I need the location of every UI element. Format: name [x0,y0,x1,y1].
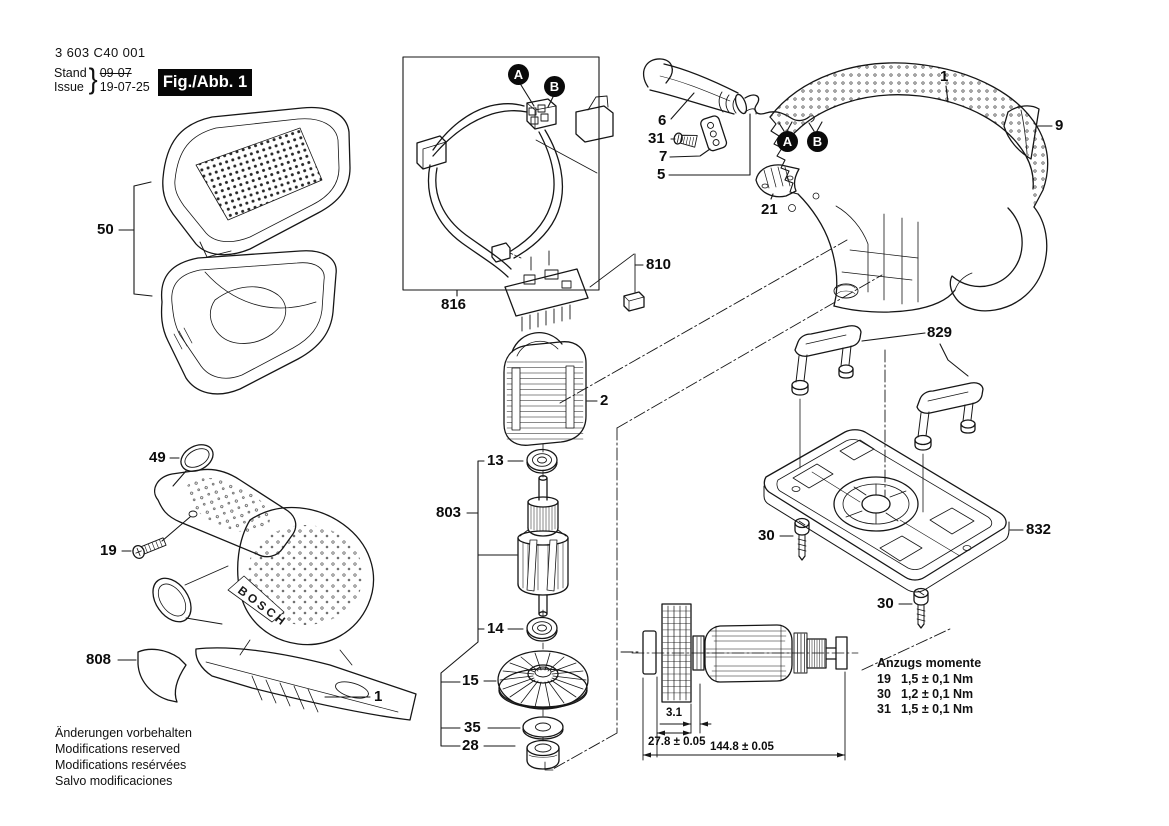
callout-21: 21 [761,201,778,218]
callout-816: 816 [441,296,467,313]
block-7-drawing [699,115,727,152]
issue-value: 19-07-25 [99,79,150,94]
torque-title: Anzugs momente [877,656,982,670]
callout-808: 808 [86,651,112,668]
pcb-drawing [492,243,644,331]
callout-2: 2 [600,392,609,409]
callout-35: 35 [464,719,481,736]
callout-6: 6 [658,112,667,129]
callout-810: 810 [646,256,672,273]
dim-gear-offset: 3.1 [666,707,682,719]
bearing-14-drawing [527,618,557,642]
brace-glyph: } [88,63,98,95]
damper-28-drawing [527,741,559,770]
torque-row: 31 1,5 ± 0,1 Nm [877,702,974,716]
dust-box-drawing [162,251,337,394]
bosch-logo: BOSCH [235,583,291,630]
part-number: 3 603 C40 001 [55,45,146,60]
issue-label: Issue [54,79,84,94]
callout-30-left: 30 [758,527,775,544]
label-sheet-808-drawing [138,649,186,702]
footer-line: Modifications resérvées [55,758,187,772]
stand-value: 09-07 [99,65,132,80]
footer-line: Änderungen vorbehalten [55,726,192,740]
dust-cover-drawing [163,108,350,257]
washer-35-drawing [523,717,563,739]
fan-drawing [498,651,588,709]
bracket-829b-drawing [915,383,983,450]
footer-line: Modifications reserved [55,742,181,756]
screw-31-drawing [673,131,697,148]
dim-total-length: 144.8 ± 0.05 [710,741,774,753]
callout-B-box: B [544,76,565,97]
dim-gear-width: 27.8 ± 0.05 [648,736,706,748]
callout-15: 15 [462,672,479,689]
callout-B-housing: B [807,131,828,152]
torque-row: 19 1,5 ± 0,1 Nm [877,672,974,686]
callout-1-right: 1 [940,68,949,85]
figure-label: Fig./Abb. 1 [158,69,252,96]
issue-block [54,64,150,95]
callout-803: 803 [436,504,462,521]
stand-label: Stand [54,65,87,80]
sanding-plate-drawing [764,430,1009,592]
housing-top-drawing [770,63,1048,312]
callout-A-box: A [508,64,529,85]
cord-drawing [644,59,749,115]
clamp-21-drawing [756,165,799,197]
callout-5: 5 [657,166,666,183]
wiring-box-drawing [403,57,613,290]
callout-13: 13 [487,452,504,469]
sander-body-drawing [145,467,416,720]
bearing-13-drawing [527,450,557,474]
screw-19-drawing [131,535,167,560]
legal-footer [55,725,192,789]
callout-A-housing: A [777,131,798,152]
callout-49: 49 [149,449,166,466]
callout-14: 14 [487,620,504,637]
callout-31: 31 [648,130,665,147]
callout-19: 19 [100,542,117,559]
screw-30b-drawing [914,589,928,629]
callout-7: 7 [659,148,668,165]
callout-1-left: 1 [374,688,383,705]
torque-table [877,656,981,717]
callout-50: 50 [97,221,114,238]
bracket-829a-drawing [792,326,861,395]
callout-28: 28 [462,737,479,754]
armature-drawing [518,476,568,616]
footer-line: Salvo modificaciones [55,774,173,788]
torque-row: 30 1,2 ± 0,1 Nm [877,687,974,701]
callout-832: 832 [1026,521,1052,538]
callout-829: 829 [927,324,953,341]
stator-drawing [504,333,586,446]
callout-9: 9 [1055,117,1064,134]
callout-30-bottom: 30 [877,595,894,612]
